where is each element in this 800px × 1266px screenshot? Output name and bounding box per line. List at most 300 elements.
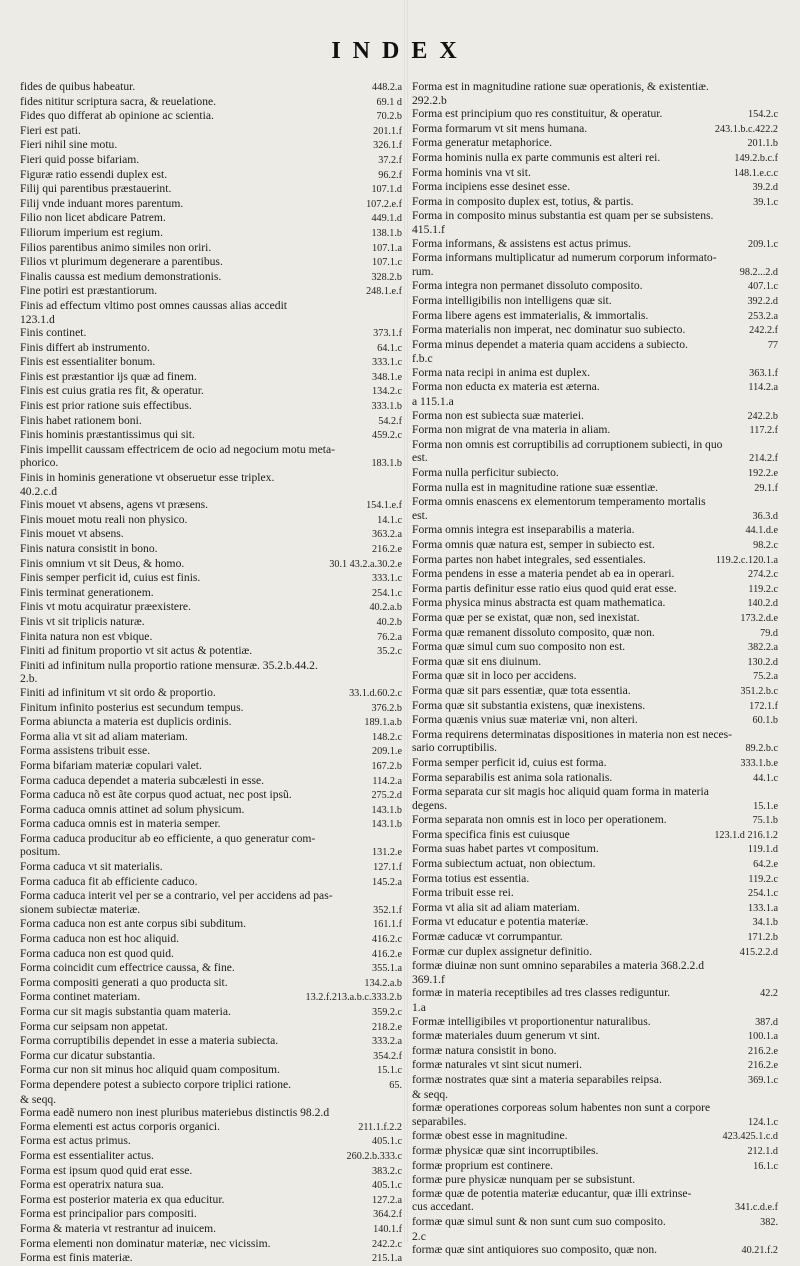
entry-reference: 70.2.b [376, 111, 402, 123]
entry-text: formæ in materia receptibiles ad tres classes rediguntur. [412, 986, 671, 1000]
index-entry [412, 828, 778, 843]
index-entry [20, 355, 402, 370]
index-entry [412, 713, 778, 728]
entry-text: Forma caduca vt sit materialis. [20, 860, 163, 874]
entry-text: Filios vt plurimum degenerare a parentibus. [20, 255, 223, 269]
index-entry [20, 860, 402, 875]
entry-text: formæ obest esse in magnitudine. [412, 1129, 568, 1143]
entry-reference: 172.1.f [749, 700, 778, 712]
index-entry [20, 284, 402, 299]
index-entry [20, 197, 402, 212]
entry-reference: 69.1 d [376, 96, 402, 108]
index-entry [20, 1078, 402, 1093]
index-entry [412, 699, 778, 714]
index-entry [20, 715, 402, 730]
index-entry [412, 509, 778, 524]
index-entry [412, 107, 778, 122]
index-entry [412, 553, 778, 568]
index-entry [20, 1063, 402, 1078]
index-entry [412, 451, 778, 466]
entry-text: Finis semper perficit id, cuius est finis. [20, 571, 201, 585]
entry-text: Forma est ipsum quod quid erat esse. [20, 1163, 193, 1177]
index-entry [412, 728, 778, 742]
index-entry [20, 845, 402, 860]
entry-text: Finis mouet vt absens. [20, 527, 124, 541]
index-entry [412, 1001, 778, 1015]
index-entry [20, 80, 402, 95]
index-entry [20, 774, 402, 789]
index-entry [412, 352, 778, 366]
entry-reference: 149.2.b.c.f [734, 152, 778, 164]
entry-reference: 119.2.c [748, 873, 778, 885]
index-entry [412, 567, 778, 582]
entry-reference: 275.2.d [371, 790, 402, 802]
entry-text: Forma caduca dependet a materia subcælesti in esse. [20, 773, 265, 787]
entry-reference: 35.2.c [377, 646, 402, 658]
index-entry [412, 771, 778, 786]
entry-text: Forma non educta ex materia est æterna. [412, 380, 600, 394]
entry-reference: 355.1.a [372, 963, 402, 975]
entry-text: Forma alia vt sit ad aliam materiam. [20, 729, 188, 743]
index-entry [20, 1106, 402, 1120]
entry-text: Forma non omnis est corruptibilis ad corruptionem subiecti, in quo [412, 437, 723, 451]
entry-reference: 30.1 43.2.a.30.2.e [329, 558, 402, 570]
entry-text: Forma subiectum actuat, non obiectum. [412, 857, 596, 871]
entry-reference: 148.1.e.c.c [733, 167, 778, 179]
entry-reference: 154.2.c [748, 109, 778, 121]
entry-reference: 15.1.e [753, 800, 778, 812]
index-entry [412, 223, 778, 237]
entry-text: sionem subiectæ materiæ. [20, 902, 141, 916]
entry-reference: 201.1.b [747, 138, 778, 150]
entry-reference: 459.2.c [372, 430, 402, 442]
entry-text: formæ nostrates quæ sint a materia separabiles reipsa. [412, 1072, 662, 1086]
index-entry [20, 686, 402, 701]
entry-reference: 123.1.d 216.1.2 [714, 829, 778, 841]
entry-text: 369.1.f [412, 972, 445, 986]
index-entry [412, 1173, 778, 1187]
entry-text: & seqq. [412, 1087, 449, 1101]
index-entry [412, 1230, 778, 1244]
entry-reference: 333.1.b.e [740, 757, 778, 769]
entry-text: formæ materiales duum generum vt sint. [412, 1029, 601, 1043]
entry-reference: 39.1.c [753, 196, 778, 208]
entry-reference: 382.2.a [748, 642, 778, 654]
entry-text: Finis continet. [20, 326, 87, 340]
entry-text: Finis differt ab instrumento. [20, 340, 150, 354]
index-entry [412, 741, 778, 756]
index-entry [20, 889, 402, 903]
index-entry [412, 237, 778, 252]
entry-text: Forma hominis vna vt sit. [412, 165, 531, 179]
entry-text: 1.a [412, 1001, 426, 1014]
index-entry [412, 945, 778, 960]
entry-text: Finis habet rationem boni. [20, 413, 142, 427]
entry-text: Forma est in magnitudine ratione suæ operationis, & existentiæ. [412, 80, 709, 93]
entry-text: Forma quæ remanent dissoluto composito, quæ non. [412, 625, 655, 639]
entry-reference: 216.2.e [748, 1060, 778, 1072]
entry-reference: 154.1.e.f [366, 500, 402, 512]
index-entry [20, 414, 402, 429]
entry-text: Forma caduca nõ est ãte corpus quod actuat, nec post ipsũ. [20, 788, 292, 802]
index-entry [20, 1164, 402, 1179]
entry-reference: 117.2.f [749, 425, 778, 437]
entry-reference: 416.2.c [372, 934, 402, 946]
entry-reference: 54.2.f [378, 415, 402, 427]
index-entry [20, 255, 402, 270]
index-entry [412, 380, 778, 395]
entry-text: positum. [20, 845, 61, 859]
entry-text: 123.1.d [20, 312, 55, 326]
entry-reference: 107.1.d [371, 184, 402, 196]
index-entry [412, 538, 778, 553]
index-entry [20, 701, 402, 716]
index-entry [412, 209, 778, 223]
index-entry [20, 917, 402, 932]
entry-text: Forma assistens tribuit esse. [20, 744, 151, 758]
index-entry [412, 481, 778, 496]
entry-text: Filij vnde induant mores parentum. [20, 196, 184, 210]
entry-reference: 13.2.f.213.a.b.c.333.2.b [305, 992, 402, 1004]
entry-text: Forma vt educatur e potentia materiæ. [412, 915, 589, 929]
index-entry [20, 832, 402, 846]
index-entry [412, 596, 778, 611]
entry-reference: 348.1.e [372, 371, 402, 383]
index-entry [20, 615, 402, 630]
entry-reference: 119.2.c.120.1.a [715, 554, 778, 566]
index-entry [412, 915, 778, 930]
index-entry [412, 395, 778, 409]
entry-text: Forma materialis non imperat, nec dominatur suo subiecto. [412, 323, 686, 337]
entry-text: Forma est essentialiter actus. [20, 1148, 154, 1162]
index-entry [20, 1178, 402, 1193]
entry-reference: 107.1.a [372, 242, 402, 254]
index-entry [20, 443, 402, 457]
entry-reference: 405.1.c [372, 1180, 402, 1192]
entry-reference: 189.1.a.b [364, 717, 402, 729]
entry-reference: 254.1.c [372, 587, 402, 599]
entry-text: & seqq. [20, 1092, 57, 1106]
index-entry [412, 523, 778, 538]
index-entry [412, 611, 778, 626]
entry-text: formæ operationes corporeas solum habentes non sunt a corpore [412, 1101, 711, 1115]
entry-text: formæ quæ simul sunt & non sunt cum suo composito. [412, 1214, 666, 1228]
page-gutter [404, 0, 408, 1243]
entry-text: Forma separabilis est anima sola rationalis. [412, 770, 613, 784]
entry-reference: 145.2.a [372, 876, 402, 888]
entry-reference: 354.2.f [373, 1050, 402, 1062]
entry-text: Forma libere agens est immaterialis, & immortalis. [412, 308, 649, 322]
index-entry [412, 251, 778, 265]
index-entry [20, 542, 402, 557]
entry-text: Forma minus dependet a materia quam accidens a subiecto. [412, 337, 688, 351]
index-entry [412, 122, 778, 137]
entry-text: Forma caduca non est quod quid. [20, 946, 174, 960]
entry-reference: 333.1.b [371, 401, 402, 413]
index-entry [412, 495, 778, 509]
index-entry [20, 1134, 402, 1149]
entry-reference: 383.2.c [372, 1165, 402, 1177]
entry-reference: 373.1.f [373, 328, 402, 340]
index-entry [412, 1159, 778, 1174]
index-entry [412, 1044, 778, 1059]
entry-text: Finiti ad finitum proportio vt sit actus & potentiæ. [20, 644, 253, 658]
entry-text: Forma cur non sit minus hoc aliquid quam compositum. [20, 1063, 280, 1077]
entry-reference: 114.2.a [748, 382, 778, 394]
entry-text: Forma cur sit magis substantia quam materia. [20, 1005, 231, 1018]
entry-reference: 119.2.c [748, 583, 778, 595]
entry-reference: 44.1.c [753, 772, 778, 784]
entry-reference: 89.2.b.c [745, 743, 778, 755]
index-entry [20, 788, 402, 803]
entry-reference: 76.2.a [377, 631, 402, 643]
index-entry [412, 930, 778, 945]
index-entry [412, 785, 778, 799]
entry-reference: 29.1.f [754, 482, 778, 494]
entry-text: Forma nulla perficitur subiecto. [412, 466, 559, 480]
index-entry [20, 109, 402, 124]
index-entry [412, 1015, 778, 1030]
entry-text: Forma incipiens esse desinet esse. [412, 180, 571, 194]
entry-reference: 218.2.e [372, 1021, 402, 1033]
entry-reference: 75.2.a [753, 671, 778, 683]
index-entry [20, 947, 402, 962]
index-entry [412, 1101, 778, 1115]
index-entry [412, 1187, 778, 1201]
entry-text: Forma continet materiam. [20, 990, 141, 1004]
entry-reference: 75.1.b [752, 815, 778, 827]
index-entry [412, 799, 778, 814]
index-entry [412, 1215, 778, 1230]
entry-text: 415.1.f [412, 222, 445, 236]
entry-text: Forma caduca omnis est in materia semper. [20, 817, 221, 831]
entry-reference: 127.1.f [373, 862, 402, 874]
entry-reference: 134.2.c [372, 386, 402, 398]
entry-text: Finis est cuius gratia res fit, & operatur. [20, 384, 204, 398]
entry-reference: 148.2.c [372, 731, 402, 743]
entry-text: Filio non licet abdicare Patrem. [20, 211, 166, 225]
entry-reference: 192.2.e [748, 468, 778, 480]
entry-reference: 359.2.c [372, 1007, 402, 1018]
entry-reference: 341.c.d.e.f [735, 1202, 778, 1214]
index-entry [412, 842, 778, 857]
entry-text: Forma est actus primus. [20, 1134, 131, 1148]
entry-text: Forma separata cur sit magis hoc aliquid quam forma in materia [412, 785, 709, 799]
index-entry [20, 1251, 402, 1266]
index-entry [412, 338, 778, 353]
entry-text: Formæ intelligibiles vt proportionentur naturalibus. [412, 1014, 651, 1028]
entry-reference: 14.1.c [377, 514, 402, 526]
entry-text: Finis impellit caussam effectricem de ocio ad negocium motu meta- [20, 442, 335, 456]
entry-reference: 449.1.d [371, 213, 402, 225]
entry-reference: 242.2.c [372, 1238, 402, 1250]
entry-reference: 171.2.b [747, 932, 778, 944]
entry-text: Forma non migrat de vna materia in aliam. [412, 423, 611, 437]
entry-reference: 143.1.b [371, 819, 402, 831]
entry-reference: 253.2.a [748, 310, 778, 322]
entry-reference: 40.21.f.2 [741, 1245, 778, 1257]
entry-text: Fieri quid posse bifariam. [20, 152, 140, 166]
entry-text: Forma quæ sit ens diuinum. [412, 654, 542, 668]
index-entry [20, 1120, 402, 1135]
index-entry [412, 872, 778, 887]
entry-text: Forma quæ sit pars essentiæ, quæ tota essentia. [412, 683, 631, 697]
index-entry [412, 1058, 778, 1073]
entry-text: Forma caduca non est hoc aliquid. [20, 932, 180, 946]
entry-text: Forma eadẽ numero non inest pluribus materiebus distinctis 98.2.d [20, 1106, 330, 1120]
index-entry [412, 1144, 778, 1159]
index-entry [20, 95, 402, 110]
entry-reference: 127.2.a [372, 1194, 402, 1206]
index-entry [412, 80, 778, 94]
entry-reference: 143.1.b [371, 804, 402, 816]
index-entry [412, 582, 778, 597]
entry-text: Forma est principium quo res constituitur, & operatur. [412, 107, 663, 121]
entry-reference: 33.1.d.60.2.c [349, 687, 402, 699]
index-entry [412, 466, 778, 481]
index-entry [20, 932, 402, 947]
entry-text: est. [412, 451, 428, 465]
entry-reference: 131.2.e [372, 847, 402, 859]
index-entry [20, 659, 402, 673]
entry-text: formæ quæ sint antiquiores suo composito, quæ non. [412, 1243, 658, 1257]
index-entry [20, 976, 402, 991]
entry-text: Forma in composito duplex est, totius, & partis. [412, 194, 634, 208]
entry-text: Filios parentibus animo similes non oriri. [20, 240, 212, 254]
entry-text: Forma quæ simul cum suo composito non est. [412, 640, 626, 654]
entry-text: Forma dependere potest a subiecto corpore triplici ratione. [20, 1077, 292, 1091]
entry-text: Forma caduca producitur ab eo efficiente, a quo generatur com- [20, 831, 316, 845]
entry-reference: 242.2.f [749, 325, 778, 337]
entry-text: Forma integra non permanet dissoluto composito. [412, 279, 643, 293]
entry-reference: 260.2.b.333.c [346, 1150, 402, 1162]
index-entry [412, 166, 778, 181]
index-entry [20, 485, 402, 499]
entry-reference: 161.1.f [373, 919, 402, 931]
entry-text: Forma quænis vnius suæ materiæ vni, non alteri. [412, 713, 638, 727]
entry-text: Forma formarum vt sit mens humana. [412, 121, 588, 135]
entry-text: formæ quæ de potentia materiæ educantur, quæ illi extrinse- [412, 1186, 692, 1200]
index-entry [20, 326, 402, 341]
index-entry [20, 1005, 402, 1020]
entry-reference: 124.1.c [748, 1116, 778, 1128]
entry-reference: 140.1.f [373, 1223, 402, 1235]
index-entry [412, 1029, 778, 1044]
entry-text: Forma nata recipi in anima est duplex. [412, 365, 591, 379]
index-entry [20, 600, 402, 615]
entry-text: Finis omnium vt sit Deus, & homo. [20, 556, 185, 570]
entry-text: Forma semper perficit id, cuius est forma. [412, 755, 607, 769]
entry-text: 2.c [412, 1229, 426, 1243]
entry-reference: 376.2.b [371, 702, 402, 714]
index-entry [20, 630, 402, 645]
index-entry [20, 586, 402, 601]
index-entry [412, 294, 778, 309]
entry-reference: 34.1.b [752, 917, 778, 929]
index-entry [20, 341, 402, 356]
entry-text: Forma omnis enascens ex elementorum temperamento mortalis [412, 495, 706, 509]
page-title: INDEX [331, 38, 469, 64]
index-entry [412, 309, 778, 324]
entry-reference: 44.1.d.e [745, 525, 778, 537]
entry-text: Forma requirens determinatas dispositiones in materia non est neces- [412, 727, 733, 741]
entry-reference: 216.2.e [748, 1045, 778, 1057]
index-entry [412, 1243, 778, 1258]
index-entry [412, 265, 778, 280]
entry-reference: 415.2.2.d [739, 946, 778, 958]
index-entry [20, 513, 402, 528]
entry-text: Forma physica minus abstracta est quam mathematica. [412, 596, 666, 610]
entry-reference: 423.425.1.c.d [722, 1131, 778, 1143]
entry-reference: 65. [389, 1079, 402, 1091]
entry-reference: 130.2.d [747, 656, 778, 668]
entry-reference: 133.1.a [748, 902, 778, 914]
entry-reference: 39.2.d [752, 182, 778, 194]
index-entry [20, 730, 402, 745]
entry-reference: 79.d [760, 627, 778, 639]
entry-text: Forma non est subiecta suæ materiei. [412, 408, 584, 422]
index-entry [20, 1020, 402, 1035]
index-entry [412, 986, 778, 1001]
entry-text: formæ naturales vt sint sicut numeri. [412, 1058, 583, 1072]
entry-reference: 96.2.f [378, 169, 402, 181]
index-entry [412, 756, 778, 771]
entry-text: Forma specifica finis est cuiusque [412, 827, 570, 841]
index-entry [412, 973, 778, 987]
entry-reference: 387.d [755, 1016, 778, 1028]
index-entry [412, 813, 778, 828]
entry-text: Forma totius est essentia. [412, 871, 530, 885]
entry-text: Fieri est pati. [20, 123, 81, 137]
entry-reference: 134.2.a.b [364, 977, 402, 989]
entry-reference: 40.2.b [376, 616, 402, 628]
entry-text: Fine potiri est præstantiorum. [20, 284, 158, 298]
index-entry [20, 168, 402, 183]
entry-text: Forma & materia vt restrantur ad inuicem. [20, 1221, 217, 1235]
entry-reference: 15.1.c [377, 1065, 402, 1077]
index-entry [412, 684, 778, 699]
entry-text: Forma corruptibilis dependet in esse a materia subiecta. [20, 1034, 279, 1048]
entry-text: 2.b. [20, 672, 38, 686]
entry-reference: 351.2.b.c [740, 685, 778, 697]
index-entry [412, 180, 778, 195]
entry-reference: 215.1.a [372, 1253, 402, 1265]
index-entry [20, 1207, 402, 1222]
entry-text: Filij qui parentibus præstauerint. [20, 182, 172, 196]
entry-reference: 138.1.b [371, 227, 402, 239]
entry-reference: 167.2.b [371, 760, 402, 772]
entry-reference: 183.1.b [371, 458, 402, 470]
entry-reference: 364.2.f [373, 1209, 402, 1221]
entry-reference: 16.1.c [753, 1160, 778, 1172]
index-entry [20, 138, 402, 153]
entry-text: Forma abiuncta a materia est duplicis ordinis. [20, 715, 232, 729]
entry-reference: 363.2.a [372, 529, 402, 541]
index-entry [20, 182, 402, 197]
entry-text: Forma informans, & assistens est actus primus. [412, 236, 631, 250]
index-entry [412, 959, 778, 973]
entry-text: Formæ caducæ vt corrumpantur. [412, 930, 563, 944]
entry-reference: 140.2.d [747, 598, 778, 610]
entry-reference: 382. [760, 1216, 778, 1228]
index-entry [412, 195, 778, 210]
entry-text: Finita natura non est vbique. [20, 629, 153, 643]
entry-reference: 100.1.a [748, 1031, 778, 1043]
entry-reference: 333.1.c [372, 573, 402, 585]
entry-text: Forma nulla est in magnitudine ratione suæ essentiæ. [412, 480, 659, 494]
entry-reference: 64.2.e [753, 859, 778, 871]
entry-text: f.b.c [412, 352, 433, 366]
